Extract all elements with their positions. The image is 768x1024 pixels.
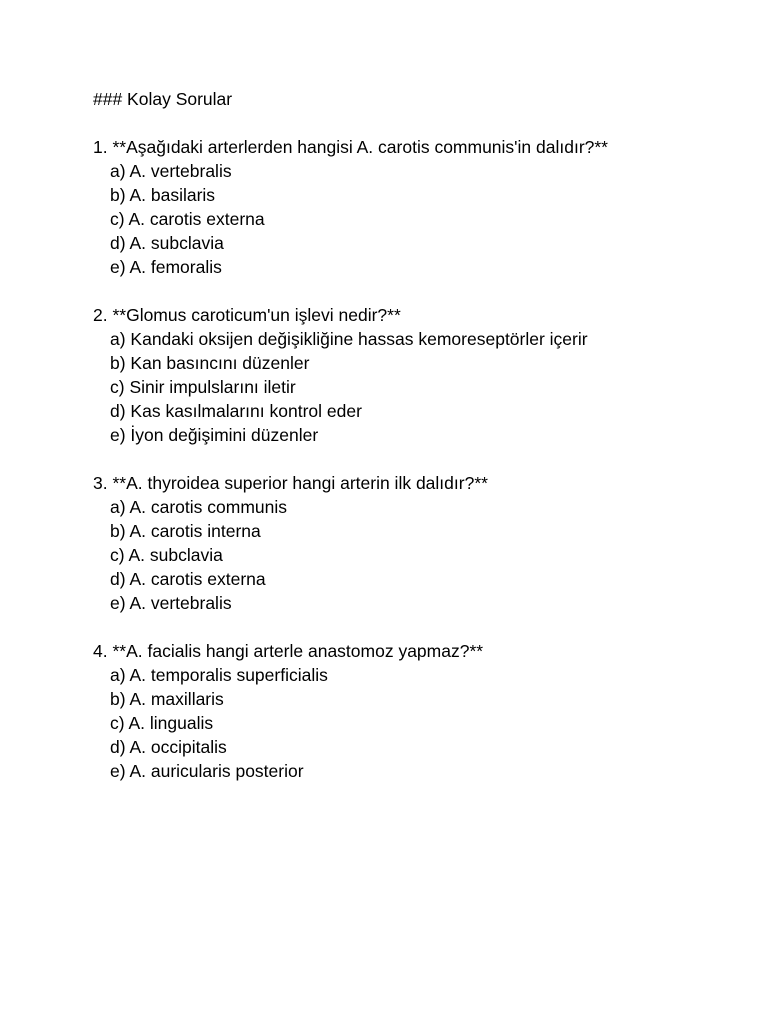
question-4: 4. **A. facialis hangi arterle anastomoz yapmaz?** <box>93 641 484 661</box>
question-1: 1. **Aşağıdaki arterlerden hangisi A. carotis communis'in dalıdır?** <box>93 137 608 157</box>
question-1-option-a: a) A. vertebralis <box>110 161 232 181</box>
question-2-option-e: e) İyon değişimini düzenler <box>110 425 319 445</box>
question-2-option-c: c) Sinir impulslarını iletir <box>110 377 296 397</box>
question-4-option-c: c) A. lingualis <box>110 713 214 733</box>
question-2-option-a: a) Kandaki oksijen değişikliğine hassas kemoreseptörler içerir <box>110 329 588 349</box>
question-3-option-a: a) A. carotis communis <box>110 497 287 517</box>
question-4-option-d: d) A. occipitalis <box>110 737 227 757</box>
question-2-option-b: b) Kan basıncını düzenler <box>110 353 310 373</box>
question-4-option-b: b) A. maxillaris <box>110 689 224 709</box>
section-heading: ### Kolay Sorular <box>93 89 233 109</box>
question-2-option-d: d) Kas kasılmalarını kontrol eder <box>110 401 362 421</box>
question-3-option-e: e) A. vertebralis <box>110 593 232 613</box>
question-1-option-c: c) A. carotis externa <box>110 209 265 229</box>
question-1-option-b: b) A. basilaris <box>110 185 216 205</box>
question-4-option-e: e) A. auricularis posterior <box>110 761 304 781</box>
question-1-option-d: d) A. subclavia <box>110 233 224 253</box>
question-3-option-c: c) A. subclavia <box>110 545 223 565</box>
question-4-option-a: a) A. temporalis superficialis <box>110 665 328 685</box>
question-3-option-d: d) A. carotis externa <box>110 569 266 589</box>
question-3-option-b: b) A. carotis interna <box>110 521 261 541</box>
question-2: 2. **Glomus caroticum'un işlevi nedir?** <box>93 305 401 325</box>
question-3: 3. **A. thyroidea superior hangi arterin ilk dalıdır?** <box>93 473 488 493</box>
question-1-option-e: e) A. femoralis <box>110 257 222 277</box>
